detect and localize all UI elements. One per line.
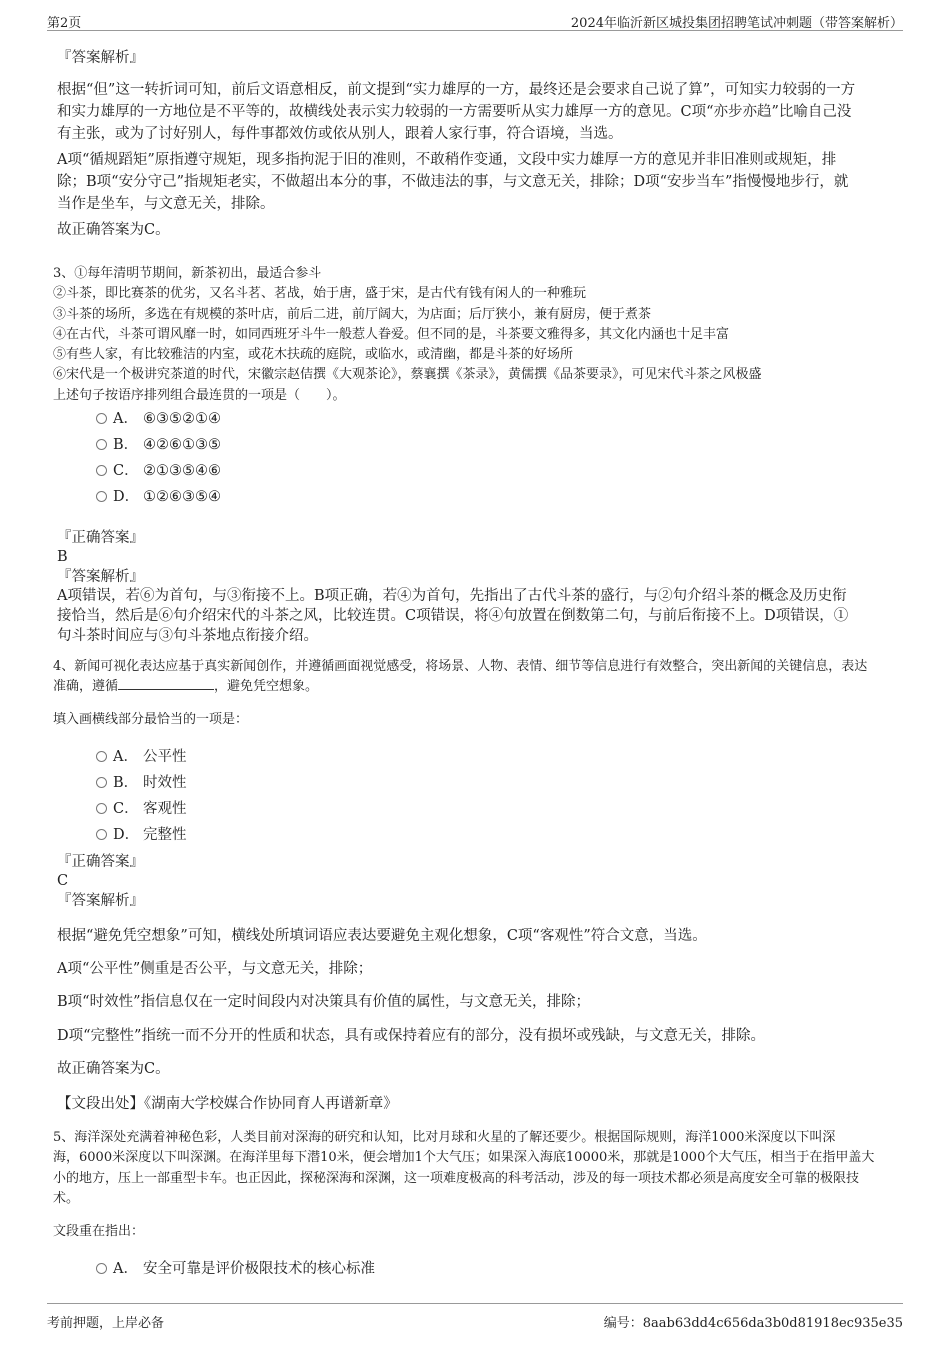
text-fragment: 准确，遵循 [53, 679, 119, 695]
option-text: ①②⑥③⑤④ [143, 489, 221, 505]
q3-correct-answer: B [57, 549, 68, 565]
radio-icon[interactable] [96, 777, 107, 788]
text-line: 接恰当，然后是⑥句介绍宋代的斗茶之风，比较连贯。C项错误，将④句放置在倒数第二句，与前后衔接不上。D项错误，① [57, 608, 849, 624]
fill-blank [118, 677, 214, 690]
document-id: 编号：8aab63dd4c656da3b0d81918ec935e35 [603, 1316, 903, 1331]
option-text: 客观性 [143, 801, 187, 817]
page-number: 第2页 [47, 16, 82, 31]
option-text: 公平性 [143, 749, 187, 765]
q4-conclusion: 故正确答案为C。 [57, 1061, 170, 1077]
radio-icon[interactable] [96, 491, 107, 502]
text-line: 海，6000米深度以下叫深渊。在海洋里每下潜10米，便会增加1个大气压；如果深入海底10000米，那就是1000个大气压，相当于在指甲盖大 [53, 1150, 875, 1166]
text-fragment: ，避免凭空想象。 [214, 679, 319, 695]
q3-option-b[interactable] [96, 435, 221, 455]
q4-source: 【文段出处】《湖南大学校媒合作协同育人再谱新章》 [57, 1096, 398, 1112]
q4-option-a[interactable] [96, 747, 187, 767]
text-line: 5、海洋深处充满着神秘色彩，人类目前对深海的研究和认知，比对月球和火星的了解还要少。根据国际规则，海洋1000米深度以下叫深 [53, 1130, 836, 1145]
option-text: ④②⑥①③⑤ [143, 437, 221, 453]
text-line [53, 677, 903, 697]
q4-option-c[interactable] [96, 799, 187, 819]
page-header [47, 10, 903, 31]
q4-instruction: 填入画横线部分最恰当的一项是： [53, 712, 249, 727]
option-letter: C． [113, 801, 139, 817]
q5-instruction: 文段重在指出： [53, 1224, 145, 1239]
document-title: 2024年临沂新区城投集团招聘笔试冲刺题（带答案解析） [570, 16, 903, 31]
option-letter: D． [113, 489, 140, 505]
radio-icon[interactable] [96, 1263, 107, 1274]
option-text: ②①③⑤④⑥ [143, 463, 221, 479]
text-line: ③斗茶的场所，多选在有规模的茶叶店，前后二进，前厅阔大，为店面；后厅狭小，兼有厨房，便于煮茶 [53, 306, 652, 322]
option-letter: A． [113, 411, 138, 427]
q4-analysis-para3: B项“时效性”指信息仅在一定时间段内对决策具有价值的属性，与文意无关，排除； [57, 994, 590, 1010]
q3-analysis-label: 『答案解析』 [57, 569, 144, 585]
radio-icon[interactable] [96, 413, 107, 424]
radio-icon[interactable] [96, 803, 107, 814]
radio-icon[interactable] [96, 439, 107, 450]
option-letter: D． [113, 827, 140, 843]
text-line: ④在古代，斗茶可谓风靡一时，如同西班牙斗牛一般惹人眷爱。但不同的是，斗茶要文雅得多，其文化内涵也十足丰富 [53, 326, 730, 342]
option-text: 完整性 [143, 827, 187, 843]
radio-icon[interactable] [96, 751, 107, 762]
text-line: 当作是坐车，与文意无关，排除。 [57, 196, 275, 212]
text-line: 3、①每年清明节期间，新茶初出，最适合参斗 [53, 266, 322, 281]
q4-option-d[interactable] [96, 825, 187, 845]
q2-analysis-para1 [57, 79, 897, 145]
q4-analysis-para4: D项“完整性”指统一而不分开的性质和状态，具有或保持着应有的部分，没有损坏或残缺，与文意无关，排除。 [57, 1028, 765, 1044]
option-letter: A． [113, 749, 138, 765]
option-letter: B． [113, 437, 139, 453]
q2-conclusion: 故正确答案为C。 [57, 222, 170, 238]
text-line: A项“循规蹈矩”原指遵守规矩，现多指拘泥于旧的准则，不敢稍作变通，文段中实力雄厚一方的意见并非旧准则或规矩，排 [57, 152, 837, 168]
text-line: 术。 [53, 1190, 80, 1206]
text-line: 根据“但”这一转折词可知，前后文语意相反，前文提到“实力雄厚的一方，最终还是会要求自己说了算”，可知实力较弱的一方 [57, 82, 856, 98]
footer-slogan: 考前押题，上岸必备 [47, 1316, 165, 1331]
radio-icon[interactable] [96, 465, 107, 476]
q3-analysis [57, 586, 897, 646]
q4-stem [53, 657, 903, 698]
option-letter: A． [113, 1261, 138, 1277]
text-line: ⑥宋代是一个极讲究茶道的时代，宋徽宗赵佶撰《大观茶论》，蔡襄撰《茶录》，黄儒撰《品茶要录》，可见宋代斗茶之风极盛 [53, 367, 762, 383]
option-text: ⑥③⑤②①④ [143, 411, 221, 427]
option-letter: C． [113, 463, 139, 479]
text-line: 除；B项“安分守己”指规矩老实，不做超出本分的事，不做违法的事，与文意无关，排除；D项“安步当车”指慢慢地步行，就 [57, 174, 849, 190]
text-line: ⑤有些人家，有比较雅洁的内室，或花木扶疏的庭院，或临水，或清幽，都是斗茶的好场所 [53, 347, 574, 363]
page-footer [47, 1303, 903, 1336]
text-line: ②斗茶，即比赛茶的优劣，又名斗茗、茗战，始于唐，盛于宋，是古代有钱有闲人的一种雅玩 [53, 286, 587, 302]
q2-analysis-para2 [57, 149, 897, 215]
q3-stem [53, 264, 903, 406]
q4-correct-label: 『正确答案』 [57, 854, 144, 870]
text-line: 句斗茶时间应与③句斗茶地点衔接介绍。 [57, 628, 318, 644]
text-line: 上述句子按语序排列组合最连贯的一项是（ ）。 [53, 387, 346, 403]
q4-option-b[interactable] [96, 773, 187, 793]
q3-correct-label: 『正确答案』 [57, 530, 144, 546]
q4-analysis-para1: 根据“避免凭空想象”可知，横线处所填词语应表达要避免主观化想象，C项“客观性”符合文意，当选。 [57, 928, 707, 944]
q5-stem [53, 1128, 903, 1209]
text-line: 和实力雄厚的一方地位是不平等的，故横线处表示实力较弱的一方需要听从实力雄厚一方的意见。C项“亦步亦趋”比喻自己没 [57, 104, 852, 120]
q2-analysis-label: 『答案解析』 [57, 50, 144, 66]
q4-analysis-para2: A项“公平性”侧重是否公平，与文意无关，排除； [57, 961, 373, 977]
option-text: 时效性 [143, 775, 187, 791]
option-text: 安全可靠是评价极限技术的核心标准 [143, 1261, 375, 1277]
q4-analysis-label: 『答案解析』 [57, 893, 144, 909]
text-line: 4、新闻可视化表达应基于真实新闻创作，并遵循画面视觉感受，将场景、人物、表情、细节等信息进行有效整合，突出新闻的关键信息，表达 [53, 659, 868, 674]
text-line: 小的地方，压上一部重型卡车。也正因此，探秘深海和深渊，这一项难度极高的科考活动，涉及的每一项技术都必须是高度安全可靠的极限技 [53, 1170, 860, 1186]
option-letter: B． [113, 775, 139, 791]
q3-option-c[interactable] [96, 461, 221, 481]
q3-option-d[interactable] [96, 487, 221, 507]
q3-option-a[interactable] [96, 409, 221, 429]
radio-icon[interactable] [96, 829, 107, 840]
q5-option-a[interactable] [96, 1259, 375, 1279]
q4-correct-answer: C [57, 873, 69, 889]
text-line: 有主张，或为了讨好别人，每件事都效仿或依从别人，跟着人家行事，符合语境，当选。 [57, 126, 623, 142]
text-line: A项错误，若⑥为首句，与③衔接不上。B项正确，若④为首句，先指出了古代斗茶的盛行，与②句介绍斗茶的概念及历史衔 [57, 588, 847, 604]
